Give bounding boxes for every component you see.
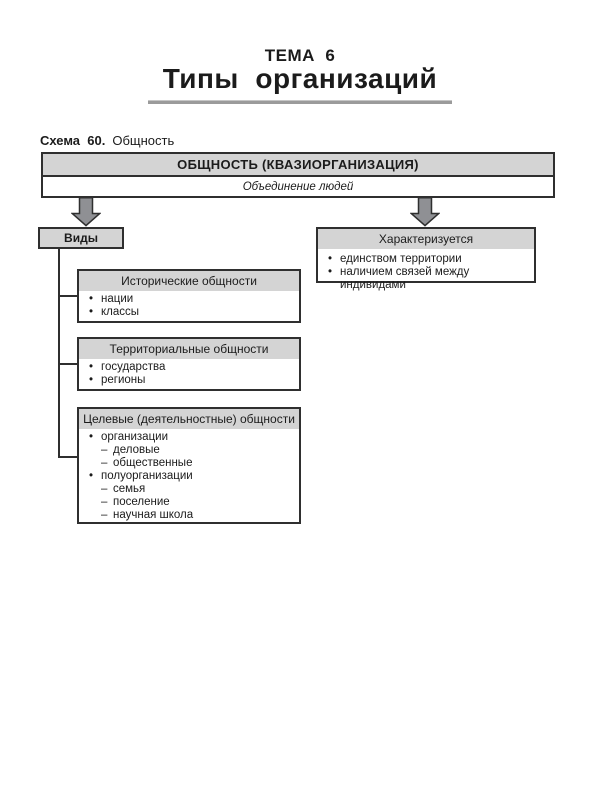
list-item-text: классы [101,306,140,318]
bullet-marker: • [89,374,94,386]
list-item [89,483,295,496]
connector-line [58,456,77,458]
root-box-subtitle: Объединение людей [242,180,354,193]
list-item-text: полуорганизации [101,470,193,482]
list-item-text: наличием связей между индивидами [340,266,470,291]
box-territorial-communities [77,337,301,391]
list-item [89,444,295,457]
list-item [89,457,295,470]
list-item-text: общественные [113,457,193,469]
list-item-text: семья [113,483,146,495]
bullet-marker: • [328,253,333,265]
box-target-communities [77,407,301,524]
box-historical-communities [77,269,301,323]
list-item-text: единством территории [340,253,462,265]
types-box: Виды [38,227,124,249]
list-item-text: научная школа [113,509,194,521]
connector-line [58,363,77,365]
dash-marker: – [101,496,108,508]
list-item [328,266,530,292]
box-title: Характеризуется [318,229,534,249]
theme-label: ТЕМА 6 [264,46,336,65]
dash-marker: – [101,457,108,469]
dash-marker: – [101,509,108,521]
list-item-text: регионы [101,374,146,386]
scheme-caption [40,133,174,148]
box-item-list [79,359,299,389]
page-title: Типы организаций [162,63,438,94]
list-item [328,253,530,266]
list-item [89,306,295,319]
connector-line [58,249,60,458]
list-item [89,374,295,387]
list-item-text: поселение [113,496,170,508]
bullet-marker: • [89,306,94,318]
title-rule [148,100,452,104]
scheme-number: Схема 60. [40,133,106,148]
dash-marker: – [101,444,108,456]
list-item [89,496,295,509]
arrow-down-icon [410,197,440,227]
scheme-name: Общность [112,133,175,148]
bullet-marker: • [328,266,333,278]
bullet-marker: • [89,361,94,373]
bullet-marker: • [89,293,94,305]
list-item-text: организации [101,431,169,443]
box-title: Исторические общности [79,271,299,291]
list-item [89,509,295,522]
box-title: Территориальные общности [79,339,299,359]
list-item-text: государства [101,361,166,373]
bullet-marker: • [89,470,94,482]
list-item-text: деловые [113,444,160,456]
list-item [89,470,295,483]
box-item-list [79,429,299,524]
list-item [89,293,295,306]
root-box-title: ОБЩНОСТЬ (КВАЗИОРГАНИЗАЦИЯ) [43,154,553,177]
connector-line [58,295,77,297]
list-item [89,361,295,374]
arrow-down-icon [71,197,101,227]
list-item-text: нации [101,293,134,305]
box-title: Целевые (деятельностные) общности [79,409,299,429]
box-item-list [318,249,534,294]
characterized-box [316,227,536,291]
bullet-marker: • [89,431,94,443]
dash-marker: – [101,483,108,495]
list-item [89,431,295,444]
root-box [41,152,555,198]
box-item-list [79,291,299,321]
